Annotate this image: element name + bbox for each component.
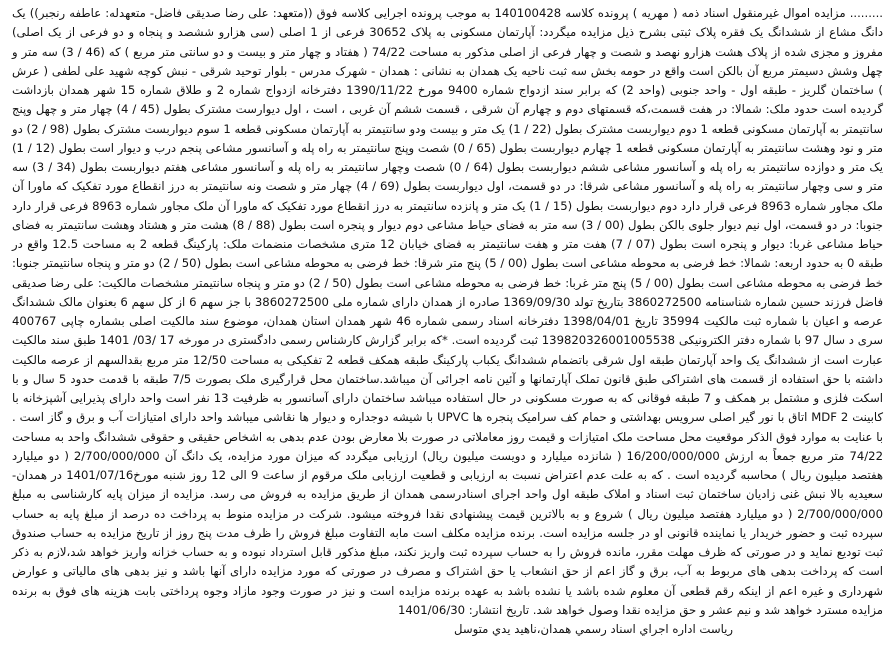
auction-notice-document [12,4,883,664]
auction-notice-body: ......... مزایده اموال غیرمنقول اسناد ذمه ( مهریه ) پرونده کلاسه 140100428 به موجب پرونده اجرایی کلاسه فوق ((متعهد: علی رضا صدیقی فاضل- متعهدله: عاطفه رنجبر)) یک دانگ مشاع از ششدانگ یک فقره پلاک ثبتی بشرح ذیل مزایده میگردد: آپارتمان مسکونی به پلاک 30652 فرعی از 1 اصلی (سی هزارو ششصد و پنجاه و دو فرعی از یک اصلی) مفروز و مجزی شده از پلاک هشت هزارو نهصد و شصت و چهار فرعی از اصلی مذکور به مساحت 74/22 ( هفتاد و چهار متر و بیست و دو سانتی متر مربع ) که (46 / 3) سه متر و چهل وشش دسیمتر مربع آن بالکن است واقع در حومه بخش سه ثبت ناحیه یک همدان به نشانی : همدان - شهرک مدرس - بلوار توحید شرقی - نبش کوچه شهید علی لطفی ( عرش ) ساختمان گلریز - طبقه اول - واحد جنوبی (واحد 2) که برابر سند ازدواج شماره 9400 مورخ 1390/11/22 دفترخانه ازدواج شماره 2 و طلاق شماره 15 شهر همدان بازداشت گردیده است حدود ملک: شمالا: در هفت قسمت،که قسمتهای دوم و چهارم آن شرقی ، قسمت ششم آن غربی ، است ، اول دیوارست مشترک بطول (45 / 4) چهار متر و چهل وپنج سانتیمتر به آپارتمان مسکونی قطعه 1 دوم دیواربست مشترک بطول (22 / 1) یک متر و بیست ودو سانتیمتر به آپارتمان مسکونی قطعه 1 سوم دیواربست مشترک بطول (98 / 2) دو متر و نود وهشت سانتیمتر به آپارتمان مسکونی قطعه 1 چهارم دیواربست بطول (65 / 0) شصت وپنج سانتیمتر به راه پله و آسانسور مشاعی پنجم درب و دیوار است بطول (12 / 1) یک متر و دوازده سانتیمتر به راه پله و آسانسور مشاعی ششم دیواربست بطول (64 / 0) شصت وچهار سانتیمتر به راه پله و آسانسور مشاعی هفتم دیواربست بطول (34 / 3) سه متر و سی وچهار سانتیمتر به راه پله و آسانسور مشاعی شرقا: در دو قسمت، اول دیواربست بطول (69 / 4) چهار متر و شصت ونه سانتیمتر به درز انقطاع مورد تفکیک که ماورا آن ملک مجاور شماره 8963 فرعی قرار دارد دوم دیواربست بطول (15 / 1) یک متر و پانزده سانتیمتر به درز انقطاع مورد تفکیک که ماورا آن ملک مجاور شماره 8963 فرعی قرار دارد جنوبا: در دو قسمت، اول نیم دیوار جلوی بالکن بطول (00 / 3) سه متر به فضای حیاط مشاعی دوم دیوار و پنجره است بطول (88 / 8) هشت متر و هشتاد وهشت سانتیمتر به فضای حیاط مشاعی غربا: دیوار و پنجره است بطول (07 / 7) هفت متر و هفت سانتیمتر به فضای خیابان 12 متری مشخصات منضمات ملک: پارکینگ قطعه 2 به مساحت 12.5 واقع در طبقه 0 به حدود اربعه: شمالا: خط فرضی به محوطه مشاعی است بطول (00 / 5) پنج متر شرقا: خط فرضی به محوطه مشاعی است بطول (50 / 2) دو متر و پنجاه سانتیمتر جنوبا: خط فرضی به محوطه مشاعی است بطول (00 / 5) پنج متر غربا: خط فرضی به محوطه مشاعی است بطول (50 / 2) دو متر و پنجاه سانتیمتر مشخصات مالکیت: علی رضا صدیقی فاضل فرزند حسین شماره شناسنامه 3860272500 بتاریخ تولد 1369/09/30 صادره از همدان دارای شماره ملی 3860272500 با جز سهم 6 از کل سهم 6 بعنوان مالک ششدانگ عرصه و اعیان با شماره ثبت مالکیت 35994 تاریخ 1398/04/01 دفترخانه اسناد رسمی شماره 46 شهر همدان استان همدان، موضوع سند مالکیت اصلی بشماره چاپی 400767 سری د سال 97 با شماره دفتر الکترونیکی 139820326001005538 ثبت گردیده است. *که برابر گزارش کارشناس رسمی دادگستری در مورخه 17 /03/ 1401 طبق سند مالکیت عبارت است از ششدانگ یک واحد آپارتمان طبقه اول شرقی باتضمام ششدانگ یکباب پارکینگ طبقه همکف قطعه 2 تفکیکی به مساحت 12/50 متر مربع بقدالسهم از عرصه مالکیت داشته با حق استفاده از قسمت های اشتراکی طبق قانون تملک آپارتمانها و آئین نامه اجرائی آن میباشد.ساختمان محل قرارگیری ملک بصورت 7/5 طبقه با قدمت حدود 5 سال و با اسکت فلزی و مشتمل بر همکف و 7 طبقه فوقانی که به صورت مسکونی در حال استفاده میباشد ساختمان دارای آسانسور به ظرفیت 13 نفر است واحد دارای پذیرایی آشپزخانه با کابینت MDF 2 اتاق با نور گیر اصلی سرویس بهداشتی و حمام کف سرامیک پنجره ها UPVC با شیشه دوجداره و دیوار ها نقاشی میباشد واحد دارای امتیازات آب و برق و گاز است . با عنایت به موارد فوق الذکر موقعیت محل مساحت ملک امتیازات و قیمت روز معاملاتی در صورت بلا معارض بودن عدم بدهی به اشخاص حقیقی و حقوقی ششدانگ واحد به مساحت 74/22 متر مربع جمعاً به ارزش 16/200/000/000 ( شانزده میلیارد و دویست میلیون ریال) ارزیابی میگردد که میزان مورد مزایده، یک دانگ آن 2/700/000/000 ( دو میلیارد هفتصد میلیون ریال ) محاسبه گردیده است . که به علت عدم اعتراض نسبت به ارزیابی و قطعیت ارزیابی ملک مرقوم از ساعت 9 الی 12 روز شنبه مورخ1401/07/16 در همدان-سعیدیه بالا نبش غنی زادیان ساختمان ثبت اسناد و املاک طبقه اول واحد اجرای اسنادرسمی همدان از طریق مزایده به فروش می رسد. مزایده از میزان پایه کارشناسی به مبلغ 2/700/000/000 ( دو میلیارد هفتصد میلیون ریال ) شروع و به بالاترین قیمت پیشنهادی نقدا فروخته میشود. شرکت در مزایده منوط به پرداخت ده درصد از مبلغ پایه به حساب سپرده ثبت و حضور خریدار یا نماینده قانونی او در جلسه مزایده است. برنده مزایده مکلف است مابه التفاوت مبلغ فروش را ظرف مدت پنج روز از تاریخ مزایده به حساب صندوق ثبت تودیع نماید و در صورتی که ظرف مهلت مقرر، مانده فروش را به حساب سپرده ثبت واریز نکند، مبلغ مذکور قابل استرداد نبوده و به حساب خزانه واریز خواهد شد،لازم به ذکر است که پرداخت بدهی های مربوط به آب، برق و گاز اعم از حق انشعاب یا حق اشتراک و مصرف در صورتی که مورد مزایده دارای آنها باشد و نیز بدهی های مالیاتی و عوارض شهرداری و غیره اعم از اینکه رقم قطعی آن معلوم شده باشد یا نشده باشد به عهده برنده مزایده است و نیز در صورت وجود مازاد وجوه پرداختی بابت هزینه های فوق به برنده مزایده مسترد خواهد شد و نیم عشر و حق مزایده نقدا وصول خواهد شد. تاریخ انتشار: 1401/06/30 [12,6,884,617]
signature-line: رياست اداره اجراي اسناد رسمي همدان،ناهيد يدي متوسل [454,622,733,636]
